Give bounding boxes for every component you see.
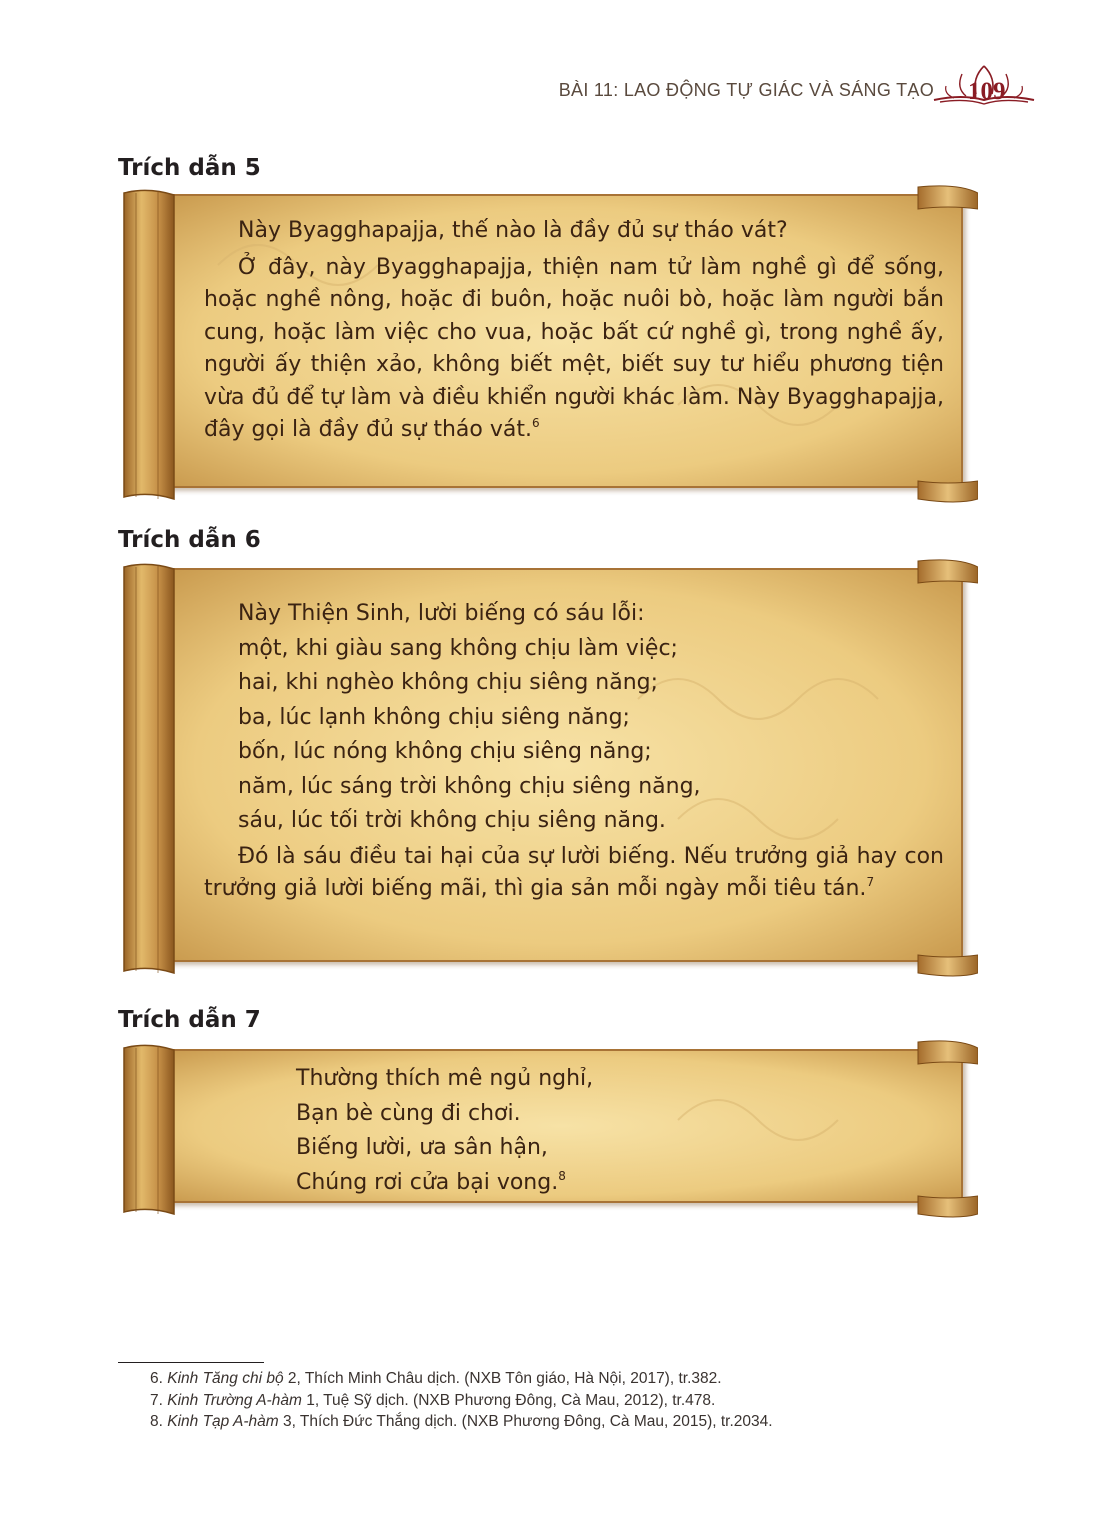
quote-6-heading: Trích dẫn 6 [118,527,261,553]
quote-6-line-6: năm, lúc sáng trời không chịu siêng năng, [238,773,701,799]
quote-6-scroll [118,559,978,979]
quote-7-line-4 [204,1166,944,1203]
quote-6-line-1: Này Thiện Sinh, lười biếng có sáu lỗi: [238,601,645,626]
footnote-source-title: Kinh Tạp A-hàm [167,1413,279,1430]
quote-6-line-7: sáu, lúc tối trời không chịu siêng năng. [238,808,666,833]
footnote-citation: 1, Tuệ Sỹ dịch. (NXB Phương Đông, Cà Mau, 2012), tr.478. [301,1391,716,1409]
quote-5-paragraph-2 [204,252,944,449]
quote-7-body [204,1062,944,1202]
running-title: BÀI 11: LAO ĐỘNG TỰ GIÁC VÀ SÁNG TẠO [558,80,934,100]
quote-7-scroll [118,1040,978,1220]
quote-5-paragraph-1: Này Byagghapajja, thế nào là đầy đủ sự tháo vát? [238,218,788,243]
quote-7-line-4-text: Chúng rơi cửa bại vong. [296,1169,559,1195]
footnote-ref-8[interactable]: 8 [558,1168,566,1183]
quote-7-heading: Trích dẫn 7 [118,1007,261,1033]
footnote-number: 8. [150,1413,163,1430]
quote-6-closing-text: Đó là sáu điều tai hại của sự lười biếng. Nếu trưởng giả hay con trưởng giả lười biếng mãi, thì gia sản mỗi ngày mỗi tiêu tán. [204,843,944,901]
quote-7-line-3: Biếng lười, ưa sân hận, [296,1135,548,1160]
footnote-citation: 3, Thích Đức Thắng dịch. (NXB Phương Đông, Cà Mau, 2015), tr.2034. [278,1413,773,1430]
quote-7-line-2: Bạn bè cùng đi chơi. [296,1100,521,1126]
footnote-source-title: Kinh Trường A-hàm [167,1391,302,1409]
footnote-ref-6[interactable]: 6 [531,416,540,430]
quote-6-body [204,597,944,908]
quote-5-heading: Trích dẫn 5 [118,155,261,181]
quote-6-line-4: ba, lúc lạnh không chịu siêng năng; [238,704,630,730]
quote-7-line-1: Thường thích mê ngủ nghỉ, [296,1066,594,1091]
footnote-7 [150,1390,773,1412]
footnote-rule [118,1362,264,1363]
footnote-source-title: Kinh Tăng chi bộ [167,1370,284,1387]
quote-5-body [204,215,944,449]
quote-5-scroll [118,185,978,505]
footnote-ref-7[interactable]: 7 [866,875,875,889]
page-number-ornament [932,64,1036,110]
footnote-citation: 2, Thích Minh Châu dịch. (NXB Tôn giáo, Hà Nội, 2017), tr.382. [283,1370,722,1387]
footnote-6 [150,1368,773,1390]
page-number: 109 [968,78,1006,105]
footnotes [150,1368,773,1433]
quote-6-line-5: bốn, lúc nóng không chịu siêng năng; [238,739,652,764]
quote-6-line-3: hai, khi nghèo không chịu siêng năng; [238,670,659,695]
footnote-number: 7. [150,1391,163,1409]
footnote-8 [150,1411,773,1433]
quote-5-paragraph-2-text: Ở đây, này Byagghapajja, thiện nam tử làm nghề gì để sống, hoặc nghề nông, hoặc đi buôn, hoặc nuôi bò, hoặc làm người bắn cung, hoặc làm việc cho vua, hoặc bất cứ nghề gì, trong nghề ấy, người ấy thiện xảo, không biết mệt, biết suy tư hiểu phương tiện vừa đủ để tự làm và điều khiển người khác làm. Này Byagghapajja, đây gọi là đầy đủ sự tháo vát. [204,254,944,442]
quote-6-line-2: một, khi giàu sang không chịu làm việc; [238,635,678,661]
quote-6-closing [204,841,944,908]
footnote-number: 6. [150,1370,163,1387]
